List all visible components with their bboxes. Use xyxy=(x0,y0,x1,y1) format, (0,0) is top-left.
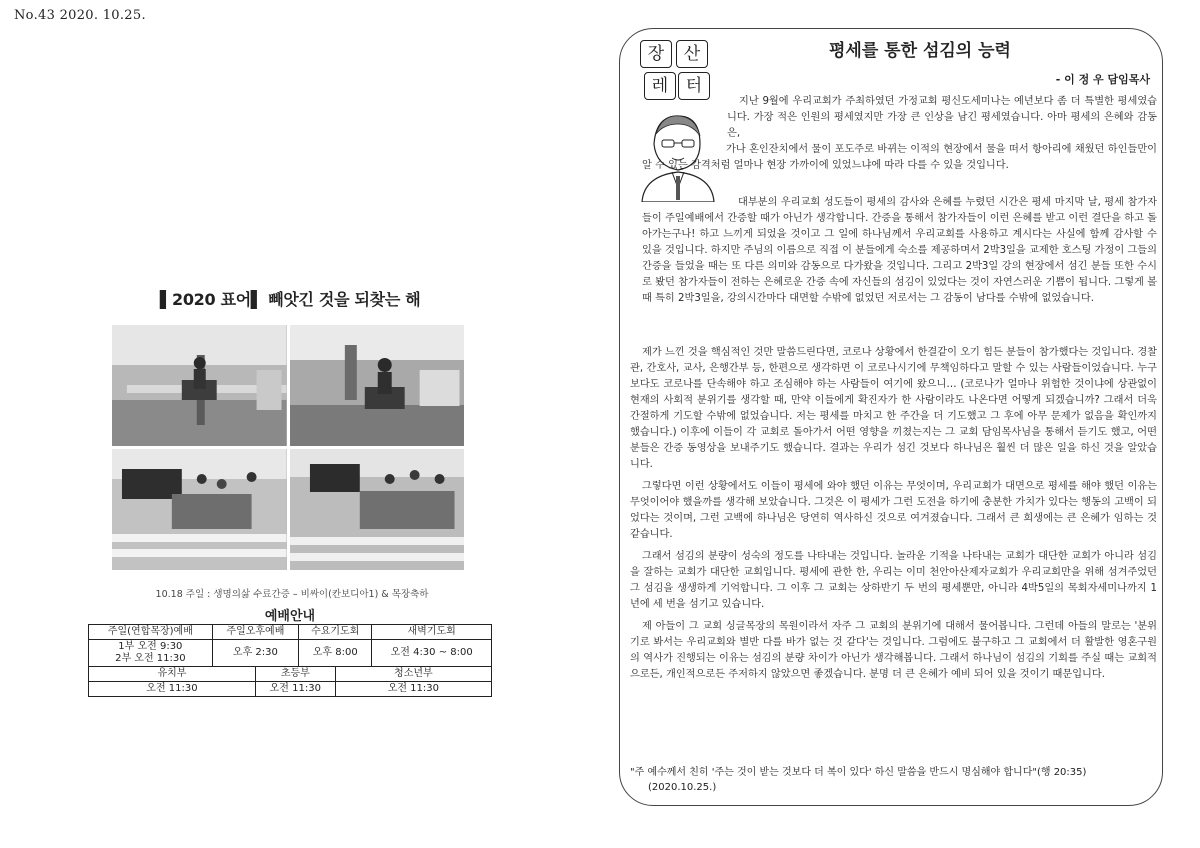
header-youth: 청소년부 xyxy=(335,667,491,682)
article-paragraph-2: 대부분의 우리교회 성도들이 평세의 감사와 은혜를 누렸던 시간은 평세 마지막 날, 평세 참가자들이 주일예배에서 간증할 때가 아닌가 생각합니다. 간증을 통해서 참가자들이 이런 은혜를 받고 이런 결단을 하고 돌아가는구나! 하고 느끼게 되었을 것이고 그 일에 하나님께서 우리교회를 사용하고 계시다는 사실에 함께 감사할 수 있을 것입니다. 하지만 주님의 이름으로 직접 이 분들에게 숙소를 제공하며서 2박3일을 교제한 호스팅 가정이 그들의 간증을 들었을 때는 또 다른 의미와 감동으로 다가왔을 것입니다. 그리고 2박3일 강의 현장에서 섬긴 분들 또한 수시로 봤던 참가자들이 전하는 은혜로운 간증 속에 자신들의 섬김이 있었다는 것이 자연스러운 기쁨이 됩니다. 그렇게 볼 때 특히 2박3일을, 강의시간마다 대면할 수밖에 없었던 저로서는 그 감동이 남다를 수밖에 없었습니다. xyxy=(642,197,1157,304)
photo-celebration-2 xyxy=(290,449,465,570)
value-wednesday-prayer: 오후 8:00 xyxy=(299,640,372,667)
photo-caption: 10.18 주일 : 생명의삶 수료간증 – 비싸이(칸보디아1) & 목장축하 xyxy=(155,589,429,600)
quote-text: "주 예수께서 친히 '주는 것이 받는 것보다 더 복이 있다' 하신 말씀을 반드시 명심해야 합니다"(행 20:35) xyxy=(630,767,1087,778)
photo-testimony-2 xyxy=(290,325,465,446)
article-paragraph-6: 제 아들이 그 교회 싱글목장의 목원이라서 자주 그 교회의 분위기에 대해서 물어봅니다. 그런데 아들의 말로는 '분위기로 봐서는 우리교회와 별반 다를 바가 없는 것 같다'는 것입니다. 그럼에도 불구하고 그 교회에서 더 활발한 영혼구원의 역사가 진행되는 이유는 섬김의 분량 차이가 아닌가 생각해봅니다. 그래서 하나님이 섬김의 기회를 주실 때는 교회적으로든, 개인적으로든 주저하지 않았으면 좋겠습니다. 분명 더 큰 은혜가 예비 되어 있을 것이기 때문입니다. xyxy=(630,621,1157,680)
article-paragraph-1a: 지난 9월에 우리교회가 주최하였던 가정교회 평신도세미나는 예년보다 좀 더 특별한 평세였습니다. 가장 적은 인원의 평세였지만 가장 큰 인상을 남긴 평세였습니다. 아마 평세의 은혜와 감동은, xyxy=(727,96,1157,139)
badge-char-4: 터 xyxy=(678,72,710,100)
worship-schedule-table xyxy=(88,610,492,697)
issue-number-date: No.43 2020. 10.25. xyxy=(14,8,146,23)
header-sunday-afternoon: 주일오후예배 xyxy=(212,625,298,640)
worship-title: 예배안내 xyxy=(264,609,316,624)
value-sunday-afternoon: 오후 2:30 xyxy=(212,640,298,667)
badge-char-3: 레 xyxy=(644,72,676,100)
photo-testimony-1 xyxy=(112,325,287,446)
article-body xyxy=(630,345,1157,689)
value-sunday-service: 1부 오전 9:30 2부 오전 11:30 xyxy=(89,640,213,667)
photo-celebration-1 xyxy=(112,449,287,570)
article-author: - 이 정 우 담임목사 xyxy=(1055,73,1150,86)
article-paragraph-5: 그래서 섬김의 분량이 성숙의 정도를 나타내는 것입니다. 놀라운 기적을 나타내는 교회가 대단한 교회가 아니라 섬김을 잘하는 교회가 대단한 교회입니다. 평세에 관한 한, 우리는 이미 천안아산제자교회가 우리교회만을 위해 섬겨주었던 그 섬김을 생생하게 기억합니다. 그 이후 그 교회는 상하반기 두 번의 평세뿐만, 아니라 4박5일의 목회자세미나까지 1년에 세 번을 섬기고 있습니다. xyxy=(630,551,1157,610)
scripture-quote xyxy=(630,765,1157,795)
value-elementary: 오전 11:30 xyxy=(255,682,335,697)
value-kindergarten: 오전 11:30 xyxy=(89,682,256,697)
value-youth: 오전 11:30 xyxy=(335,682,491,697)
header-dawn-prayer: 새벽기도회 xyxy=(372,625,492,640)
motto-title: ▌2020 표어▌ 빼앗긴 것을 되찾는 해 xyxy=(160,290,421,309)
badge-char-2: 산 xyxy=(676,40,708,68)
article-date: (2020.10.25.) xyxy=(648,782,717,793)
article-title: 평세를 통한 섬김의 능력 xyxy=(829,41,1011,61)
header-sunday-service: 주일(연합목장)예배 xyxy=(89,625,213,640)
header-elementary: 초등부 xyxy=(255,667,335,682)
badge-char-1: 장 xyxy=(640,40,672,68)
article-paragraph-3: 제가 느낀 것을 핵심적인 것만 말씀드린다면, 코로나 상황에서 한결같이 오기 힘든 분들이 참가했다는 것입니다. 경찰관, 간호사, 교사, 은행간부 등, 한편으로 생각하면 이 코로나시기에 무책임하다고 말할 수 있는 사람들이었습니다. 누구보다도 코로나를 단속해야 하고 조심해야 하는 사람들이 여기에 왔으니… (코로나가 얼마나 위험한 것이냐에 상관없이 현재의 사회적 분위기를 생각할 때, 만약 이들에게 확진자가 한 사람이라도 나온다면 어떻게 되겠습니까? 그래서 더욱 간절하게 기도할 수밖에 없었습니다. 저는 평세를 마치고 한 주간을 더 기도했고 그 후에 아무 문제가 없음을 확인까지 했습니다.) 이후에 이들이 각 교회로 돌아가서 어떤 영향을 끼쳤는지는 그 교회 담임목사님을 통해서 듣기도 했고, 어떤 분들은 간증 동영상을 보내주기도 했습니다. 결과는 우리가 섬긴 것보다 하나님은 훨씬 더 많은 일을 하신 것을 알았습니다. xyxy=(630,347,1157,470)
photo-grid xyxy=(112,325,464,570)
header-wednesday-prayer: 수요기도회 xyxy=(299,625,372,640)
article-paragraph-4: 그렇다면 이런 상황에서도 이들이 평세에 와야 했던 이유는 무엇이며, 우리교회가 대면으로 평세를 해야 했던 이유는 무엇이어야 했을까를 생각해 보았습니다. 그것은 이 평세가 그런 도전을 하기에 충분한 가치가 있다는 행동의 고백이 되었다는 것이며, 그런 고백에 하나님은 당연히 역사하신 것으로 여겨졌습니다. 그래서 큰 희생에는 큰 은혜가 임하는 것 같습니다. xyxy=(630,481,1157,540)
article-paragraph-1b: 가나 혼인잔치에서 물이 포도주로 바뀌는 이적의 현장에서 물을 떠서 항아리에 채웠던 하인들만이 알 수 있는 감격처럼 얼마나 현장 가까이에 있었느냐에 따라 다를 수 있을 것입니다. xyxy=(642,144,1157,171)
header-kindergarten: 유치부 xyxy=(89,667,256,682)
column-badge xyxy=(640,40,712,100)
value-dawn-prayer: 오전 4:30 ~ 8:00 xyxy=(372,640,492,667)
